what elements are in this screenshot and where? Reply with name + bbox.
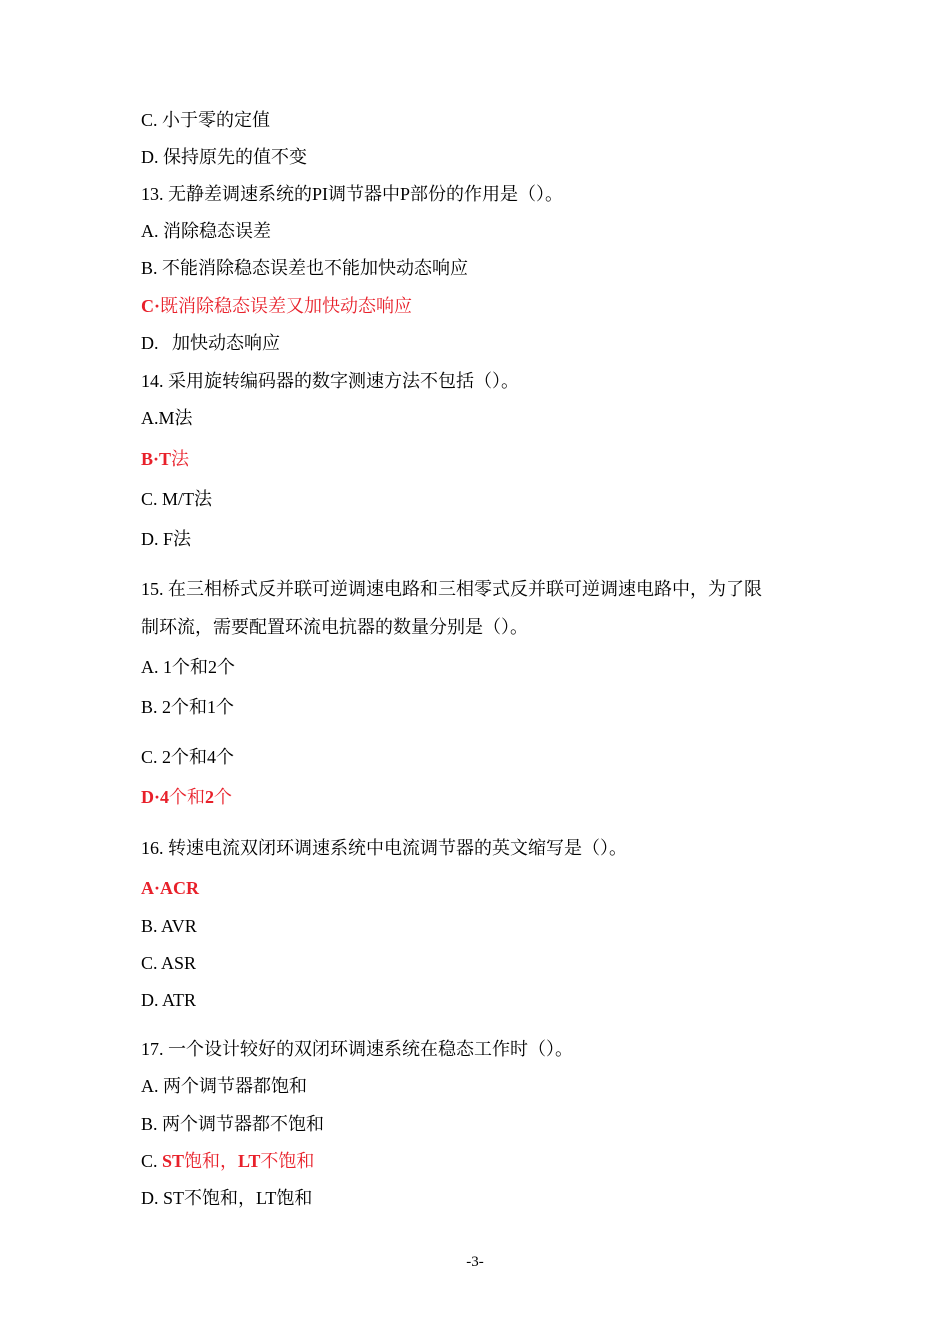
question-15-continued: 制环流，需要配置环流电抗器的数量分别是（）。 xyxy=(141,617,528,637)
option-line: B. AVR xyxy=(141,916,197,936)
answer-line: A·ACR xyxy=(141,878,199,898)
option-line: A.M法 xyxy=(141,408,193,428)
answer-line: D·4个和2个 xyxy=(141,787,233,807)
option-line: A. 消除稳态误差 xyxy=(141,221,271,241)
answer-line: B·T法 xyxy=(141,449,190,469)
option-line: B. 两个调节器都不饱和 xyxy=(141,1114,325,1134)
answer-line: C·既消除稳态误差又加快动态响应 xyxy=(141,296,413,316)
text-line: D. 保持原先的值不变 xyxy=(141,147,307,167)
option-line: C. 2个和4个 xyxy=(141,747,235,767)
page-number: -3- xyxy=(466,1254,484,1270)
option-line: D. 加快动态响应 xyxy=(141,333,280,353)
option-line: D. ST不饱和，LT饱和 xyxy=(141,1188,313,1208)
option-line: B. 2个和1个 xyxy=(141,697,235,717)
question-15: 15. 在三相桥式反并联可逆调速电路和三相零式反并联可逆调速电路中，为了限 xyxy=(141,579,762,599)
option-line: A. 1个和2个 xyxy=(141,657,235,677)
option-line: D. ATR xyxy=(141,990,197,1010)
option-line: C. M/T法 xyxy=(141,489,213,509)
option-line: D. F法 xyxy=(141,529,192,549)
option-line: C. ASR xyxy=(141,953,197,973)
answer-line: C. ST饱和，LT不饱和 xyxy=(141,1151,315,1171)
question-16: 16. 转速电流双闭环调速系统中电流调节器的英文缩写是（）。 xyxy=(141,838,627,858)
option-line: B. 不能消除稳态误差也不能加快动态响应 xyxy=(141,258,469,278)
option-line: A. 两个调节器都饱和 xyxy=(141,1076,307,1096)
question-17: 17. 一个设计较好的双闭环调速系统在稳态工作时（）。 xyxy=(141,1039,573,1059)
question-13: 13. 无静差调速系统的PI调节器中P部份的作用是（）。 xyxy=(141,184,564,204)
question-14: 14. 采用旋转编码器的数字测速方法不包括（）。 xyxy=(141,371,519,391)
text-line: C. 小于零的定值 xyxy=(141,110,271,130)
